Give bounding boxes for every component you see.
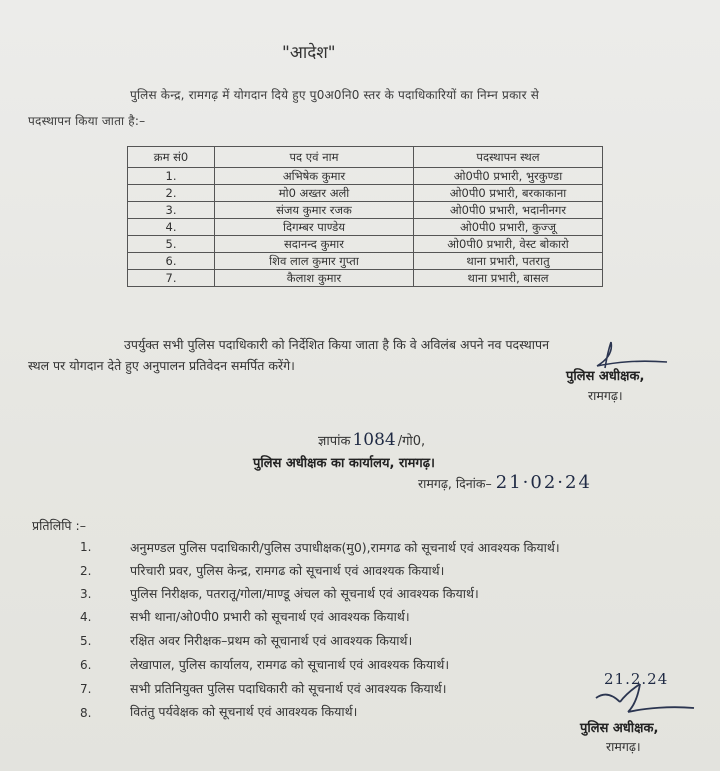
posting-table — [127, 146, 603, 287]
posting-cell: ओ0पी0 प्रभारी, बरकाकाना — [414, 185, 603, 202]
intro-line-1: पुलिस केन्द्र, रामगढ़ में योगदान दिये हुए पु0अ0नि0 स्तर के पदाधिकारियों का निम्न प्रकार से — [130, 88, 540, 102]
table-row — [128, 253, 603, 270]
name-cell: सदानन्द कुमार — [215, 236, 414, 253]
instruction-line-2: स्थल पर योगदान देते हुए अनुपालन प्रतिवेदन समर्पित करेंगे। — [28, 358, 295, 373]
memo-label: ज्ञापांक — [318, 434, 351, 449]
posting-cell: ओ0पी0 प्रभारी, भुरकुण्डा — [414, 168, 603, 185]
instruction-line-1: उपर्युक्त सभी पुलिस पदाधिकारी को निर्देशित किया जाता है कि वे अविलंब अपने नव पदस्थापन — [124, 337, 550, 352]
column-header: पदस्थापन स्थल — [414, 147, 603, 168]
table-row — [128, 236, 603, 253]
intro-line-2: पदस्थापन किया जाता है:– — [28, 114, 146, 128]
name-cell: दिगम्बर पाण्डेय — [215, 219, 414, 236]
posting-cell: ओ0पी0 प्रभारी, वेस्ट बोकारो — [414, 236, 603, 253]
office-name: पुलिस अधीक्षक का कार्यालय, रामगढ़। — [253, 456, 435, 471]
memo-number: 1084 — [352, 430, 396, 450]
posting-cell: थाना प्रभारी, पतरातु — [414, 253, 603, 270]
name-cell: शिव लाल कुमार गुप्ता — [215, 253, 414, 270]
serial-cell: 1. — [128, 168, 215, 185]
copy-item-text: पुलिस निरीक्षक, पतरातू/गोला/माण्डू अंचल को सूचनार्थ एवं आवश्यक कियार्थ। — [130, 586, 479, 601]
posting-cell: ओ0पी0 प्रभारी, कुज्जू — [414, 219, 603, 236]
signatory-title: पुलिस अधीक्षक, — [580, 721, 659, 736]
copy-label: प्रतिलिपि :– — [32, 518, 86, 533]
table-row — [128, 185, 603, 202]
memo-number-line — [318, 430, 425, 450]
table-header-row — [128, 147, 603, 168]
memo-suffix: /गो0, — [397, 434, 426, 449]
name-cell: संजय कुमार रजक — [215, 202, 414, 219]
copy-item-text: सभी थाना/ओ0पी0 प्रभारी को सूचनार्थ एवं आवश्यक कियार्थ। — [130, 609, 410, 624]
copy-item-number: 6. — [80, 658, 92, 672]
table-row — [128, 270, 603, 287]
serial-cell: 3. — [128, 202, 215, 219]
signatory-title: पुलिस अधीक्षक, — [566, 369, 645, 384]
name-cell: कैलाश कुमार — [215, 270, 414, 287]
copy-item-number: 5. — [80, 634, 92, 648]
copy-item-number: 2. — [80, 564, 92, 578]
posting-cell: थाना प्रभारी, बासल — [414, 270, 603, 287]
date-value: 21·02·24 — [495, 472, 592, 493]
copy-item-text: लेखापाल, पुलिस कार्यालय, रामगढ को सूचानार्थ एवं आवश्यक कियार्थ। — [130, 657, 450, 672]
serial-cell: 4. — [128, 219, 215, 236]
name-cell: अभिषेक कुमार — [215, 168, 414, 185]
date-line — [418, 472, 592, 493]
copy-item-text: अनुमण्डल पुलिस पदाधिकारी/पुलिस उपाधीक्षक(मु0),रामगढ को सूचनार्थ एवं आवश्यक कियार्थ। — [130, 540, 560, 555]
serial-cell: 5. — [128, 236, 215, 253]
copy-item-number: 7. — [80, 682, 92, 696]
copy-item-text: परिचारी प्रवर, पुलिस केन्द्र, रामगढ को सूचनार्थ एवं आवश्यक कियार्थ। — [130, 563, 445, 578]
serial-cell: 2. — [128, 185, 215, 202]
table-row — [128, 202, 603, 219]
posting-cell: ओ0पी0 प्रभारी, भदानीनगर — [414, 202, 603, 219]
date-label: रामगढ़, दिनांक– — [418, 476, 492, 491]
copy-item-text: रक्षित अवर निरीक्षक–प्रथम को सूचानार्थ एवं आवश्यक कियार्थ। — [130, 633, 413, 648]
table-row — [128, 219, 603, 236]
copy-item-number: 1. — [80, 540, 92, 554]
handwritten-date: 21.2.24 — [604, 670, 669, 688]
signatory-place: रामगढ़। — [606, 739, 641, 754]
order-title: "आदेश" — [282, 43, 336, 63]
signatory-place: रामगढ़। — [588, 388, 623, 403]
serial-cell: 6. — [128, 253, 215, 270]
copy-item-number: 4. — [80, 610, 92, 624]
column-header: पद एवं नाम — [215, 147, 414, 168]
copy-item-text: वितंतु पर्यवेक्षक को सूचनार्थ एवं आवश्यक कियार्थ। — [130, 704, 358, 719]
table-row — [128, 168, 603, 185]
copy-item-number: 8. — [80, 706, 92, 720]
name-cell: मो0 अख्तर अली — [215, 185, 414, 202]
copy-item-text: सभी प्रतिनियुक्त पुलिस पदाधिकारी को सूचनार्थ एवं आवश्यक कियार्थ। — [130, 681, 447, 696]
serial-cell: 7. — [128, 270, 215, 287]
column-header: क्रम सं0 — [128, 147, 215, 168]
copy-item-number: 3. — [80, 587, 92, 601]
signature-2 — [590, 676, 700, 716]
